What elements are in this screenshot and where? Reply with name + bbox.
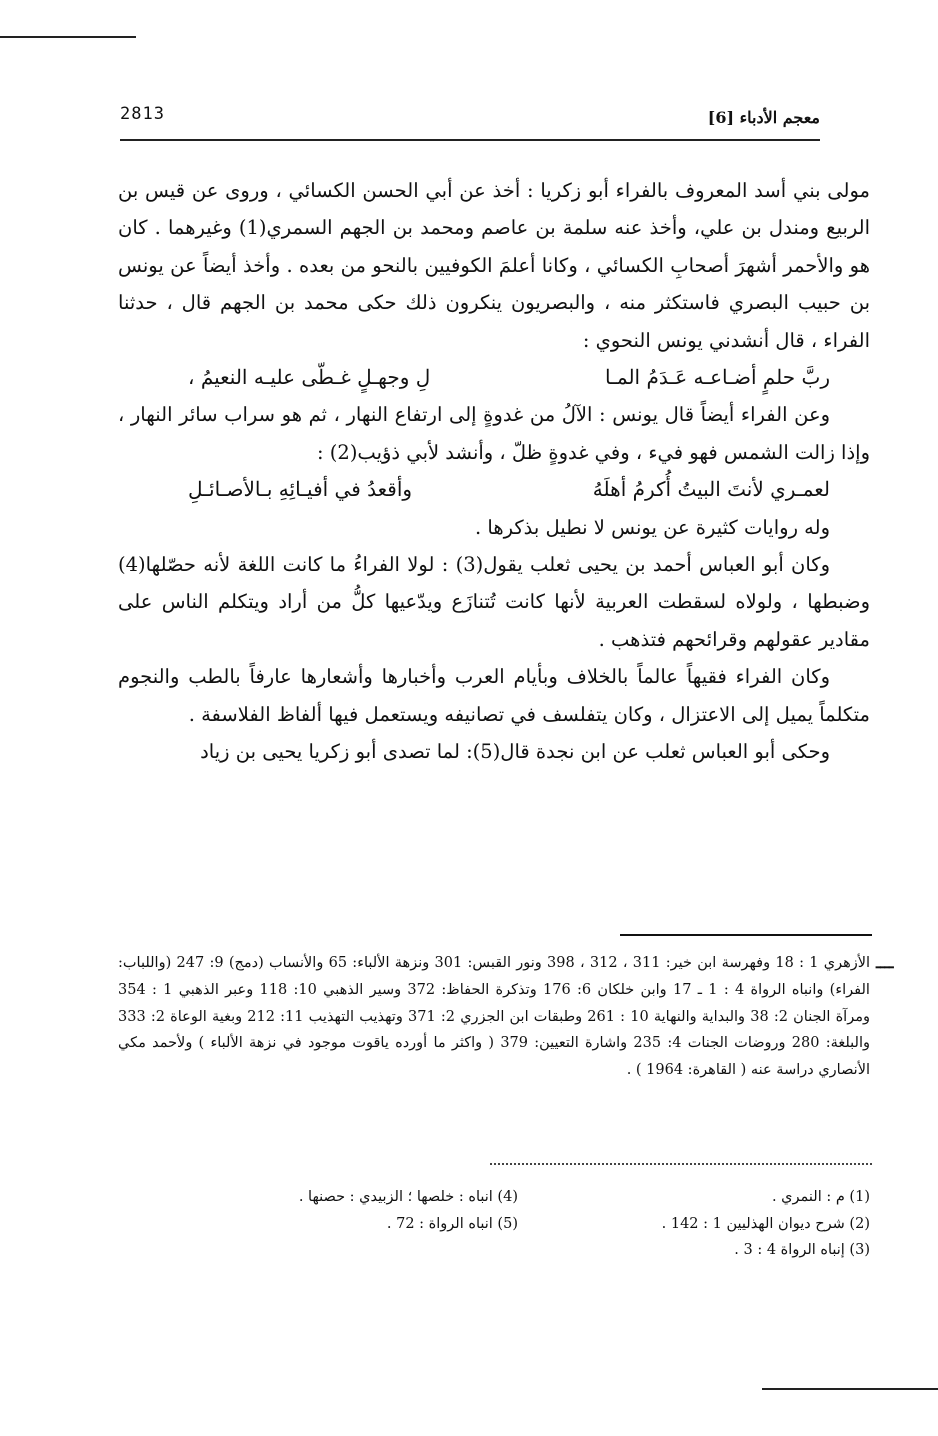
verse-2-second-hemistich: وأقعدُ في أفيـائِهِ بـالأصـائـلِ: [188, 477, 413, 502]
footnote-4: (4) انباه : خلصها ؛ الزبيدي : حصنها .: [298, 1189, 518, 1205]
poem-verse-2: [118, 471, 870, 508]
footnotes-column-left: [198, 1184, 518, 1237]
footnote-1: (1) م : النمري .: [771, 1189, 870, 1205]
notes-separator: [620, 934, 872, 936]
scan-edge-line-top: [0, 36, 136, 38]
source-note-marker: ــــ: [876, 954, 894, 972]
paragraph-3: وله روايات كثيرة عن يونس لا نطيل بذكرها .: [475, 515, 830, 539]
paragraph-6: وحكى أبو العباس ثعلب عن ابن نجدة قال(5): لما تصدى أبو زكريا يحيى بن زياد: [200, 740, 830, 764]
footnotes-dotted-separator: [490, 1163, 872, 1165]
footnotes-column-right: [550, 1184, 870, 1264]
verse-1-second-hemistich: لِ وجهـلٍ غـطّى عليـه النعيمُ ،: [188, 365, 431, 390]
scan-edge-line-bottom: [762, 1388, 938, 1390]
paragraph-4: وكان أبو العباس أحمد بن يحيى ثعلب يقول(3) : لولا الفراءُ ما كانت اللغة لأنه حصّلها(4) وضبطها ، ولولاه لسقطت العربية لأنها كانت تُتنازَع ويدّعيها كلُّ من أراد ويتكلم الناس على مقادير عقولهم وقرائحهم فتذهب .: [118, 553, 870, 651]
verse-2-first-hemistich: لعمـري لأنتَ البيتُ أُكرمُ أهلَهُ: [592, 477, 830, 502]
header-rule: [120, 139, 820, 141]
main-text: [118, 172, 870, 771]
footnote-3: (3) إنباه الرواة 4 : 3 .: [734, 1242, 870, 1258]
source-references: الأزهري 1 : 18 وفهرسة ابن خير: 311 ، 312 ، 398 ونور القبس: 301 ونزهة الألباء: 65 والأنساب (دمج) 9: 247 (واللباب: الفراء) وانباه الرواة 4 : 1 ـ 17 وابن خلكان 6: 176 وتذكرة الحفاظ: 372 وسير الذهبي 10: 118 وعبر الذهبي 1 : 354 ومرآة الجنان 2: 38 والبداية والنهاية 10 : 261 وطبقات ابن الجزري 2: 371 وتهذيب التهذيب 11: 212 وبغية الوعاة 2: 333 والبلغة: 280 وروضات الجنات 4: 235 واشارة التعيين: 379 ( واكثر ما أورده ياقوت موجود في نزهة الألباء ) ولأحمد مكي الأنصاري دراسة عنه ( القاهرة: 1964 ) .: [118, 955, 871, 1079]
footnote-2: (2) شرح ديوان الهذليين 1 : 142 .: [661, 1215, 870, 1232]
verse-1-first-hemistich: ربَّ حلمٍ أضـاعـه عَـدَمُ المـا: [604, 365, 830, 390]
running-title: معجم الأدباء [6]: [707, 108, 820, 127]
footnote-5: (5) انباه الرواة : 72 .: [386, 1215, 518, 1232]
paragraph-5: وكان الفراء فقيهاً عالماً بالخلاف وبأيام العرب وأخبارها وأشعارها عارفاً بالطب والنجوم متكلماً يميل إلى الاعتزال ، وكان يتفلسف في تصانيفه ويستعمل فيها ألفاظ الفلاسفة .: [118, 665, 870, 726]
page-number: 2813: [120, 104, 165, 124]
poem-verse-1: [118, 359, 870, 396]
paragraph-1: مولى بني أسد المعروف بالفراء أبو زكريا : أخذ عن أبي الحسن الكسائي ، وروى عن قيس بن الربيع ومندل بن علي، وأخذ عنه سلمة بن عاصم ومحمد بن الجهم السمري(1) وغيرهما . كان هو والأحمر أشهرَ أصحابِ الكسائي ، وكانا أعلمَ الكوفيين بالنحو من بعده . وأخذ أيضاً عن يونس بن حبيب البصري فاستكثر منه ، والبصريون ينكرون ذلك حكى محمد بن الجهم قال ، حدثنا الفراء ، قال أنشدني يونس النحوي :: [118, 179, 870, 352]
paragraph-2: وعن الفراء أيضاً قال يونس : الآلُ من غدوةٍ إلى ارتفاع النهار ، ثم هو سراب سائر النهار ، وإذا زالت الشمس فهو فيء ، وفي غدوةٍ ظلّ ، وأنشد لأبي ذؤيب(2) :: [118, 403, 870, 464]
